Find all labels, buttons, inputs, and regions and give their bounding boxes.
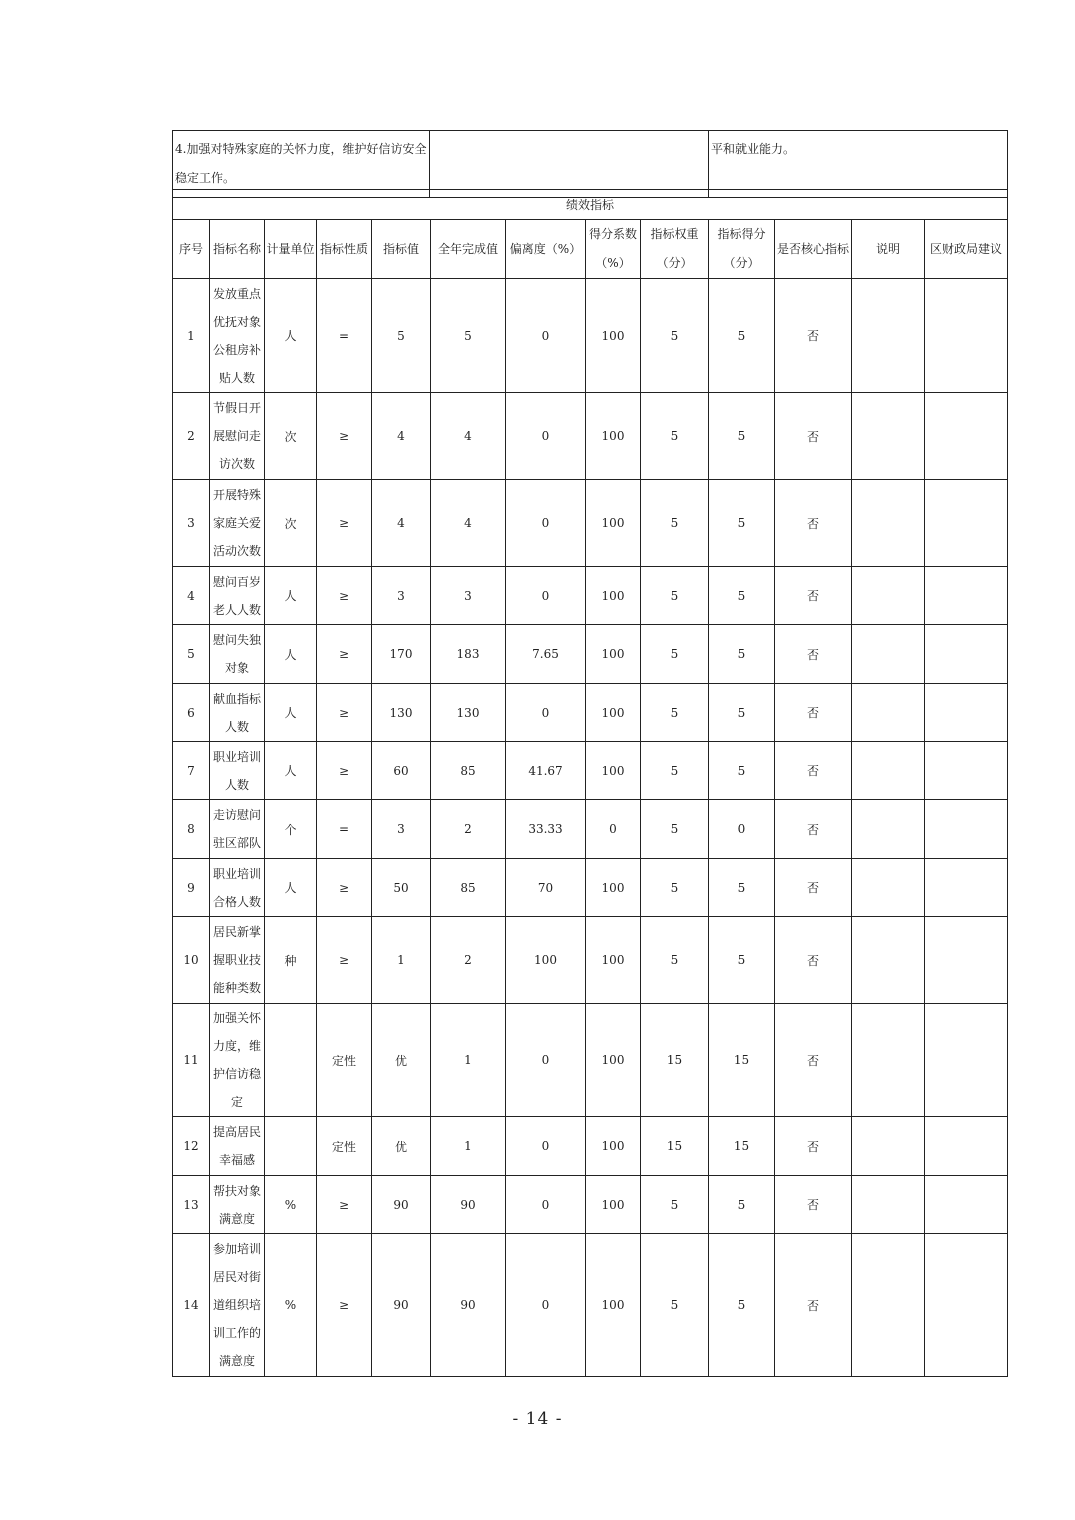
row-core: 否: [775, 1234, 852, 1377]
row-unit: 人: [265, 567, 317, 625]
col-header-no: 序号: [173, 220, 210, 279]
row-coef: 100: [586, 1004, 641, 1117]
row-core: 否: [775, 1176, 852, 1234]
row-weight: 5: [641, 684, 709, 742]
table-header-row: [173, 220, 1008, 279]
row-target: 130: [372, 684, 431, 742]
row-deviation: 70: [506, 859, 586, 917]
row-note: [852, 742, 925, 800]
row-actual: 130: [431, 684, 506, 742]
row-deviation: 7.65: [506, 625, 586, 684]
row-target: 5: [372, 279, 431, 393]
row-advice: [925, 1234, 1008, 1377]
row-actual: 90: [431, 1176, 506, 1234]
row-no: 13: [173, 1176, 210, 1234]
col-header-advice: 区财政局建议: [925, 220, 1008, 279]
row-coef: 100: [586, 1234, 641, 1377]
row-name: 献血指标人数: [210, 684, 265, 742]
row-nature: ≥: [317, 625, 372, 684]
row-nature: =: [317, 800, 372, 859]
row-note: [852, 800, 925, 859]
empty-middle-cell: [430, 131, 709, 198]
row-deviation: 100: [506, 917, 586, 1004]
row-deviation: 0: [506, 393, 586, 480]
row-advice: [925, 393, 1008, 480]
row-nature: 定性: [317, 1004, 372, 1117]
col-header-score: 指标得分（分）: [709, 220, 775, 279]
row-core: 否: [775, 625, 852, 684]
row-score: 5: [709, 1234, 775, 1377]
row-target: 优: [372, 1117, 431, 1176]
row-coef: 100: [586, 393, 641, 480]
row-weight: 5: [641, 625, 709, 684]
table-row: [173, 1176, 1008, 1234]
row-score: 5: [709, 279, 775, 393]
row-score: 5: [709, 480, 775, 567]
row-nature: 定性: [317, 1117, 372, 1176]
row-deviation: 0: [506, 1004, 586, 1117]
row-score: 5: [709, 1176, 775, 1234]
row-unit: 次: [265, 480, 317, 567]
top-text-row-table: [172, 130, 1008, 198]
row-deviation: 0: [506, 684, 586, 742]
row-score: 5: [709, 917, 775, 1004]
row-target: 4: [372, 480, 431, 567]
row-core: 否: [775, 684, 852, 742]
table-row: [173, 1004, 1008, 1117]
row-coef: 100: [586, 742, 641, 800]
row-score: 5: [709, 567, 775, 625]
row-note: [852, 1176, 925, 1234]
row-nature: ≥: [317, 917, 372, 1004]
row-actual: 85: [431, 742, 506, 800]
row-no: 1: [173, 279, 210, 393]
row-coef: 100: [586, 279, 641, 393]
row-coef: 100: [586, 625, 641, 684]
row-no: 11: [173, 1004, 210, 1117]
row-no: 10: [173, 917, 210, 1004]
row-note: [852, 1117, 925, 1176]
col-header-core: 是否核心指标: [775, 220, 852, 279]
row-note: [852, 684, 925, 742]
row-score: 5: [709, 684, 775, 742]
row-target: 90: [372, 1176, 431, 1234]
row-unit: %: [265, 1176, 317, 1234]
row-score: 15: [709, 1004, 775, 1117]
row-target: 3: [372, 567, 431, 625]
section-title: 绩效指标: [173, 190, 1008, 220]
row-unit: [265, 1117, 317, 1176]
row-name: 慰问失独对象: [210, 625, 265, 684]
row-weight: 5: [641, 279, 709, 393]
row-advice: [925, 480, 1008, 567]
row-actual: 1: [431, 1004, 506, 1117]
row-target: 170: [372, 625, 431, 684]
row-core: 否: [775, 917, 852, 1004]
row-actual: 183: [431, 625, 506, 684]
row-name: 职业培训合格人数: [210, 859, 265, 917]
row-advice: [925, 859, 1008, 917]
table-row: [173, 480, 1008, 567]
table-row: [173, 800, 1008, 859]
row-nature: ≥: [317, 684, 372, 742]
row-advice: [925, 684, 1008, 742]
col-header-coef: 得分系数（%）: [586, 220, 641, 279]
table-row: [173, 1117, 1008, 1176]
row-advice: [925, 1004, 1008, 1117]
continued-text-cell: 平和就业能力。: [709, 131, 1008, 198]
row-note: [852, 279, 925, 393]
row-weight: 5: [641, 917, 709, 1004]
row-deviation: 33.33: [506, 800, 586, 859]
row-actual: 4: [431, 393, 506, 480]
row-unit: 人: [265, 625, 317, 684]
row-actual: 2: [431, 800, 506, 859]
row-weight: 15: [641, 1004, 709, 1117]
row-core: 否: [775, 567, 852, 625]
page-number: - 14 -: [512, 1409, 563, 1429]
row-actual: 85: [431, 859, 506, 917]
row-note: [852, 480, 925, 567]
col-header-nature: 指标性质: [317, 220, 372, 279]
row-core: 否: [775, 800, 852, 859]
row-core: 否: [775, 859, 852, 917]
row-no: 14: [173, 1234, 210, 1377]
row-actual: 3: [431, 567, 506, 625]
row-target: 60: [372, 742, 431, 800]
row-deviation: 0: [506, 1117, 586, 1176]
row-note: [852, 625, 925, 684]
col-header-actual: 全年完成值: [431, 220, 506, 279]
row-weight: 5: [641, 480, 709, 567]
row-no: 3: [173, 480, 210, 567]
row-unit: %: [265, 1234, 317, 1377]
row-advice: [925, 1176, 1008, 1234]
row-actual: 5: [431, 279, 506, 393]
row-coef: 100: [586, 917, 641, 1004]
table-row: [173, 1234, 1008, 1377]
row-coef: 100: [586, 1176, 641, 1234]
row-actual: 90: [431, 1234, 506, 1377]
row-no: 8: [173, 800, 210, 859]
col-header-weight: 指标权重（分）: [641, 220, 709, 279]
table-row: [173, 917, 1008, 1004]
row-name: 提高居民幸福感: [210, 1117, 265, 1176]
row-coef: 100: [586, 480, 641, 567]
row-advice: [925, 625, 1008, 684]
row-no: 9: [173, 859, 210, 917]
row-coef: 100: [586, 684, 641, 742]
row-score: 15: [709, 1117, 775, 1176]
row-unit: 个: [265, 800, 317, 859]
row-coef: 100: [586, 567, 641, 625]
row-core: 否: [775, 742, 852, 800]
col-header-deviation: 偏离度（%）: [506, 220, 586, 279]
row-note: [852, 393, 925, 480]
row-actual: 4: [431, 480, 506, 567]
row-no: 4: [173, 567, 210, 625]
row-name: 参加培训居民对街道组织培训工作的满意度: [210, 1234, 265, 1377]
table-row: [173, 684, 1008, 742]
row-advice: [925, 1117, 1008, 1176]
table-row: [173, 742, 1008, 800]
row-weight: 5: [641, 1176, 709, 1234]
row-weight: 15: [641, 1117, 709, 1176]
row-deviation: 0: [506, 1234, 586, 1377]
row-advice: [925, 800, 1008, 859]
row-unit: 人: [265, 742, 317, 800]
col-header-unit: 计量单位: [265, 220, 317, 279]
row-nature: =: [317, 279, 372, 393]
row-core: 否: [775, 1004, 852, 1117]
row-name: 发放重点优抚对象公租房补贴人数: [210, 279, 265, 393]
col-header-note: 说明: [852, 220, 925, 279]
row-target: 优: [372, 1004, 431, 1117]
row-note: [852, 1004, 925, 1117]
row-actual: 1: [431, 1117, 506, 1176]
row-actual: 2: [431, 917, 506, 1004]
row-weight: 5: [641, 859, 709, 917]
row-advice: [925, 917, 1008, 1004]
row-deviation: 0: [506, 1176, 586, 1234]
row-name: 节假日开展慰问走访次数: [210, 393, 265, 480]
row-score: 0: [709, 800, 775, 859]
row-no: 12: [173, 1117, 210, 1176]
col-header-name: 指标名称: [210, 220, 265, 279]
row-name: 帮扶对象满意度: [210, 1176, 265, 1234]
row-nature: ≥: [317, 1234, 372, 1377]
row-nature: ≥: [317, 567, 372, 625]
row-target: 90: [372, 1234, 431, 1377]
row-weight: 5: [641, 393, 709, 480]
row-target: 50: [372, 859, 431, 917]
row-target: 3: [372, 800, 431, 859]
row-nature: ≥: [317, 480, 372, 567]
row-note: [852, 1234, 925, 1377]
row-coef: 0: [586, 800, 641, 859]
table-row: [173, 279, 1008, 393]
row-core: 否: [775, 480, 852, 567]
performance-indicator-table: [172, 189, 1008, 1377]
row-weight: 5: [641, 742, 709, 800]
col-header-target: 指标值: [372, 220, 431, 279]
row-unit: 人: [265, 279, 317, 393]
row-target: 4: [372, 393, 431, 480]
row-coef: 100: [586, 859, 641, 917]
row-note: [852, 567, 925, 625]
row-name: 开展特殊家庭关爱活动次数: [210, 480, 265, 567]
table-row: [173, 393, 1008, 480]
row-core: 否: [775, 1117, 852, 1176]
row-advice: [925, 742, 1008, 800]
row-nature: ≥: [317, 1176, 372, 1234]
objective-text-cell: 4.加强对特殊家庭的关怀力度，维护好信访安全稳定工作。: [173, 131, 430, 198]
row-score: 5: [709, 625, 775, 684]
row-no: 5: [173, 625, 210, 684]
row-unit: [265, 1004, 317, 1117]
row-core: 否: [775, 279, 852, 393]
row-advice: [925, 279, 1008, 393]
row-deviation: 0: [506, 480, 586, 567]
row-note: [852, 859, 925, 917]
row-deviation: 0: [506, 567, 586, 625]
row-no: 2: [173, 393, 210, 480]
row-deviation: 41.67: [506, 742, 586, 800]
row-weight: 5: [641, 800, 709, 859]
row-score: 5: [709, 742, 775, 800]
row-deviation: 0: [506, 279, 586, 393]
row-nature: ≥: [317, 742, 372, 800]
row-note: [852, 917, 925, 1004]
row-unit: 次: [265, 393, 317, 480]
row-advice: [925, 567, 1008, 625]
table-row: [173, 859, 1008, 917]
row-nature: ≥: [317, 393, 372, 480]
row-coef: 100: [586, 1117, 641, 1176]
row-weight: 5: [641, 567, 709, 625]
row-target: 1: [372, 917, 431, 1004]
table-row: [173, 625, 1008, 684]
row-name: 加强关怀力度，维护信访稳定: [210, 1004, 265, 1117]
row-no: 6: [173, 684, 210, 742]
row-name: 走访慰问驻区部队: [210, 800, 265, 859]
row-unit: 人: [265, 684, 317, 742]
row-score: 5: [709, 393, 775, 480]
row-core: 否: [775, 393, 852, 480]
row-name: 居民新掌握职业技能种类数: [210, 917, 265, 1004]
row-score: 5: [709, 859, 775, 917]
row-nature: ≥: [317, 859, 372, 917]
row-name: 职业培训人数: [210, 742, 265, 800]
row-unit: 人: [265, 859, 317, 917]
table-row: [173, 567, 1008, 625]
row-name: 慰问百岁老人人数: [210, 567, 265, 625]
row-no: 7: [173, 742, 210, 800]
row-weight: 5: [641, 1234, 709, 1377]
row-unit: 种: [265, 917, 317, 1004]
